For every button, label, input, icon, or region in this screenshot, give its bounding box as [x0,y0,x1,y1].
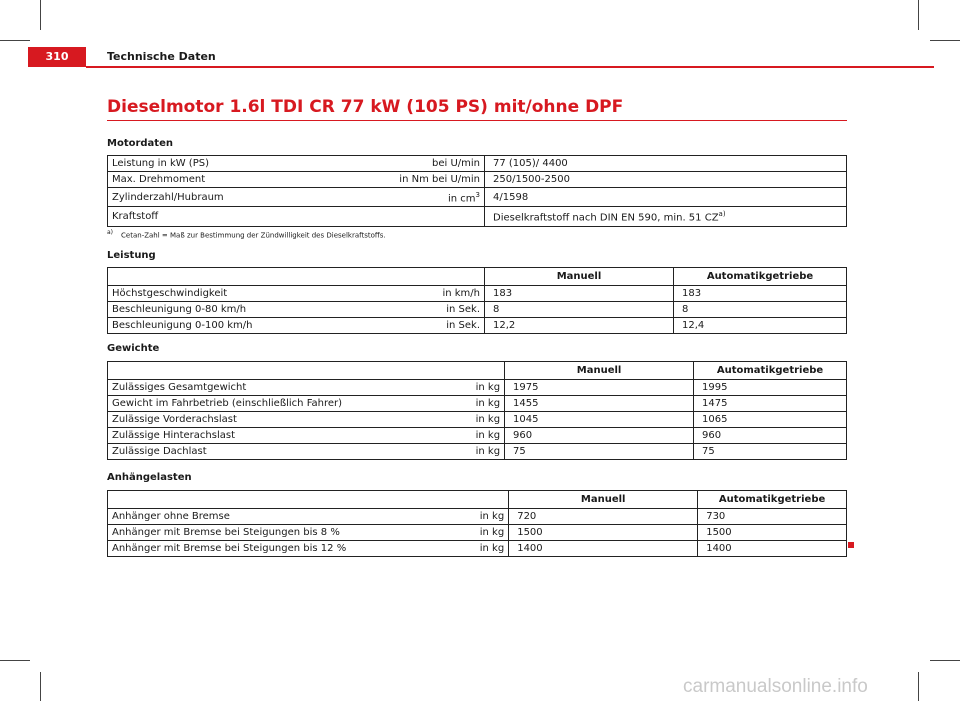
value-manuell: 1500 [509,525,698,541]
motor-heading: Motordaten [107,138,173,149]
row-unit: in kg [346,412,505,428]
column-header-manuell: Manuell [485,268,674,286]
row-value: 250/1500-2500 [485,172,847,188]
value-automatik: 183 [674,286,847,302]
value-automatik: 1500 [698,525,847,541]
crop-mark [930,40,960,41]
value-manuell: 1455 [505,396,694,412]
table-header-row [108,268,847,286]
row-label: Kraftstoff [108,207,327,226]
column-header-automatik: Automatikgetriebe [694,362,847,380]
value-automatik: 960 [694,428,847,444]
header-blank [108,268,485,286]
value-manuell: 1975 [505,380,694,396]
row-label: Beschleunigung 0-80 km/h [108,302,327,318]
crop-mark [0,660,30,661]
row-label: Anhänger mit Bremse bei Steigungen bis 12 % [108,541,351,557]
table-header-row [108,362,847,380]
value-automatik: 1065 [694,412,847,428]
section-title: Technische Daten [107,50,216,63]
crop-mark [40,672,41,701]
value-manuell: 960 [505,428,694,444]
row-label: Zulässige Dachlast [108,444,347,460]
value-manuell: 8 [485,302,674,318]
row-label: Beschleunigung 0-100 km/h [108,318,327,334]
table-row [108,396,847,412]
row-unit: in Sek. [326,318,485,334]
unit-superscript: 3 [475,191,480,199]
table-row [108,428,847,444]
row-unit: in Sek. [326,302,485,318]
row-unit: in kg [350,541,509,557]
row-unit: in kg [346,444,505,460]
gewichte-table [107,361,847,460]
table-row [108,509,847,525]
value-automatik: 75 [694,444,847,460]
row-label: Höchstgeschwindigkeit [108,286,327,302]
row-unit: in kg [346,428,505,444]
header-rule [86,66,934,68]
row-label: Anhänger ohne Bremse [108,509,351,525]
column-header-automatik: Automatikgetriebe [698,491,847,509]
table-row [108,380,847,396]
unit-text: in cm [447,193,476,205]
value-automatik: 1400 [698,541,847,557]
row-value: 77 (105)/ 4400 [485,156,847,172]
footnote-text: Cetan-Zahl = Maß zur Bestimmung der Zündwilligkeit des Dieselkraftstoffs. [121,231,386,240]
value-automatik: 12,4 [674,318,847,334]
anhaenge-table [107,490,847,557]
column-header-automatik: Automatikgetriebe [674,268,847,286]
leistung-table [107,267,847,334]
table-row [108,156,847,172]
table-row [108,188,847,207]
row-value [485,207,847,226]
row-unit: in km/h [326,286,485,302]
value-automatik: 730 [698,509,847,525]
value-manuell: 75 [505,444,694,460]
row-unit: in kg [346,380,505,396]
table-row [108,541,847,557]
row-label: Zulässige Hinterachslast [108,428,347,444]
column-header-manuell: Manuell [509,491,698,509]
crop-mark [918,0,919,30]
gewichte-heading: Gewichte [107,343,160,354]
table-row [108,318,847,334]
anhaenge-heading: Anhängelasten [107,472,192,483]
end-marker-icon [848,542,854,548]
footnote-ref: a) [718,210,726,219]
leistung-heading: Leistung [107,250,156,261]
table-row [108,207,847,226]
value-manuell: 12,2 [485,318,674,334]
row-unit: bei U/min [326,156,485,172]
row-unit: in kg [350,509,509,525]
value-manuell: 183 [485,286,674,302]
row-label: Zulässige Vorderachslast [108,412,347,428]
value-manuell: 720 [509,509,698,525]
footnote [107,229,386,239]
watermark: carmanualsonline.info [683,676,868,697]
page-title: Dieselmotor 1.6l TDI CR 77 kW (105 PS) mit/ohne DPF [107,97,624,117]
table-header-row [108,491,847,509]
table-row [108,444,847,460]
value-manuell: 1400 [509,541,698,557]
row-unit [326,207,485,226]
row-unit [326,188,485,207]
value-automatik: 1475 [694,396,847,412]
title-rule [107,120,847,121]
header-blank [108,362,505,380]
value-text: Dieselkraftstoff nach DIN EN 590, min. 51 CZ [493,212,719,224]
footnote-mark: a) [107,229,114,236]
row-label: Leistung in kW (PS) [108,156,327,172]
value-automatik: 8 [674,302,847,318]
row-label: Max. Drehmoment [108,172,327,188]
motor-table [107,155,847,227]
table-row [108,412,847,428]
row-label: Anhänger mit Bremse bei Steigungen bis 8 % [108,525,351,541]
table-row [108,525,847,541]
crop-mark [40,0,41,30]
table-row [108,286,847,302]
page-number: 310 [28,47,86,67]
row-label: Zulässiges Gesamtgewicht [108,380,347,396]
row-unit: in kg [346,396,505,412]
value-manuell: 1045 [505,412,694,428]
header-blank [108,491,509,509]
table-row [108,172,847,188]
row-unit: in kg [350,525,509,541]
crop-mark [0,40,30,41]
table-row [108,302,847,318]
row-value: 4/1598 [485,188,847,207]
row-label: Gewicht im Fahrbetrieb (einschließlich Fahrer) [108,396,347,412]
value-automatik: 1995 [694,380,847,396]
row-unit: in Nm bei U/min [326,172,485,188]
column-header-manuell: Manuell [505,362,694,380]
crop-mark [918,672,919,701]
crop-mark [930,660,960,661]
row-label: Zylinderzahl/Hubraum [108,188,327,207]
